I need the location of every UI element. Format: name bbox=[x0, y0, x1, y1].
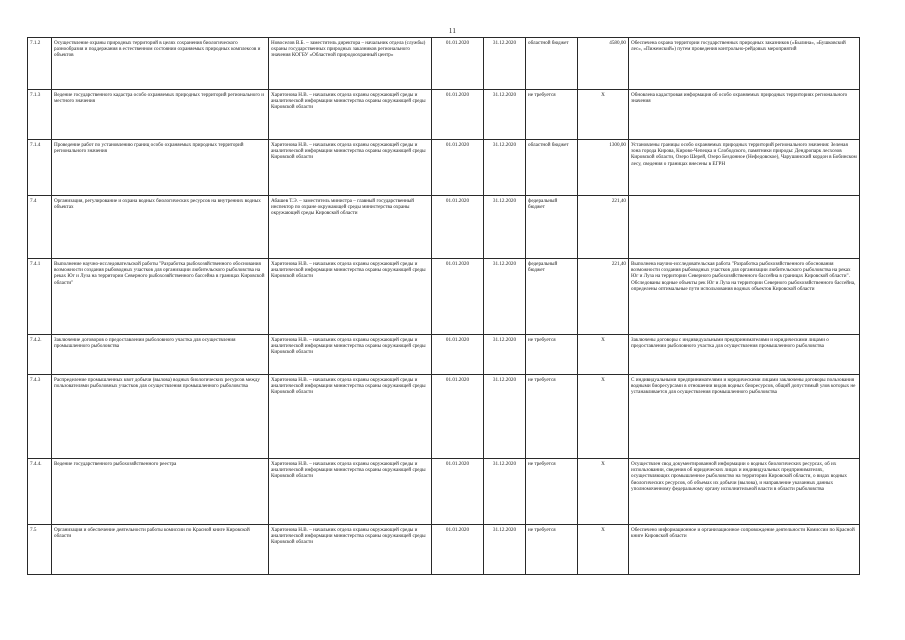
funding-source: областной бюджет bbox=[526, 140, 578, 196]
responsible-person: Харитонова Н.В. – начальник отдела охраны окружающей среды и аналитической информации министерства охраны окружающей среды Кировской области bbox=[269, 459, 432, 525]
table-row bbox=[28, 525, 860, 575]
measure-name: Ведение государственного рыбохозяйственного реестра bbox=[52, 459, 269, 525]
plan-table bbox=[27, 37, 860, 575]
row-number: 7.1.4 bbox=[28, 140, 52, 196]
funding-amount: 4580,00 bbox=[578, 38, 629, 90]
page-number: 11 bbox=[448, 27, 457, 35]
funding-source: областной бюджет bbox=[526, 38, 578, 90]
end-date: 31.12.2020 bbox=[484, 259, 526, 335]
funding-source: федеральный бюджет bbox=[526, 259, 578, 335]
result-description: Заключены договоры с индивидуальными предпринимателями и юридическими лицами о предоставлении рыболовного участка для осуществления промышленного рыболовства bbox=[629, 335, 860, 375]
row-number: 7.1.2 bbox=[28, 38, 52, 90]
responsible-person: Абашев Т.Э. – заместитель министра – главный государственный инспектор по охране окружающей среды министерства охраны окружающей среды Кировской области bbox=[269, 196, 432, 259]
table-row bbox=[28, 38, 860, 90]
row-number: 7.4.2. bbox=[28, 335, 52, 375]
table-row bbox=[28, 375, 860, 459]
funding-amount: Х bbox=[578, 375, 629, 459]
start-date: 01.01.2020 bbox=[432, 459, 484, 525]
end-date: 31.12.2020 bbox=[484, 38, 526, 90]
row-number: 7.5 bbox=[28, 525, 52, 575]
responsible-person: Харитонова Н.В. – начальник отдела охраны окружающей среды и аналитической информации министерства охраны окружающей среды Кировской области bbox=[269, 335, 432, 375]
funding-amount: Х bbox=[578, 459, 629, 525]
end-date: 31.12.2020 bbox=[484, 90, 526, 140]
plan-table-body bbox=[28, 38, 860, 575]
end-date: 31.12.2020 bbox=[484, 140, 526, 196]
funding-source: не требуется bbox=[526, 90, 578, 140]
table-row bbox=[28, 140, 860, 196]
result-description bbox=[629, 196, 860, 259]
measure-name: Ведение государственного кадастра особо охраняемых природных территорий регионального и местного значения bbox=[52, 90, 269, 140]
funding-source: не требуется bbox=[526, 375, 578, 459]
table-row bbox=[28, 90, 860, 140]
row-number: 7.1.3 bbox=[28, 90, 52, 140]
row-number: 7.4.3 bbox=[28, 375, 52, 459]
responsible-person: Новоселов В.Б. – заместитель директора – начальник отдела (службы) охраны государственных природных заказников регионального значения КОГБУ «Областной природоохранный центр» bbox=[269, 38, 432, 90]
result-description: Обеспечена охрана территории государственных природных заказников («Былина», «Бушковский лес», «Пижемский») путем проведения контрольно-рейдовых мероприятий bbox=[629, 38, 860, 90]
responsible-person: Харитонова Н.В. – начальник отдела охраны окружающей среды и аналитической информации министерства охраны окружающей среды Кировской области bbox=[269, 375, 432, 459]
measure-name: Организация и обеспечение деятельности работы комиссии по Красной книге Кировской области bbox=[52, 525, 269, 575]
measure-name: Организация, регулирование и охрана водных биологических ресурсов на внутренних водных объектах bbox=[52, 196, 269, 259]
funding-source: не требуется bbox=[526, 335, 578, 375]
end-date: 31.12.2020 bbox=[484, 335, 526, 375]
row-number: 7.4.1 bbox=[28, 259, 52, 335]
measure-name: Проведение работ по установлению границ особо охраняемых природных территорий регионального значения bbox=[52, 140, 269, 196]
start-date: 01.01.2020 bbox=[432, 259, 484, 335]
measure-name: Заключение договоров о предоставлении рыболовного участка для осуществления промышленного рыболовства bbox=[52, 335, 269, 375]
measure-name: Осуществление охраны природных территорий в целях сохранения биологического разнообразия и поддержания в естественном состоянии охраняемых природных комплексов и объектов bbox=[52, 38, 269, 90]
row-number: 7.4 bbox=[28, 196, 52, 259]
table-row bbox=[28, 196, 860, 259]
funding-source: федеральный бюджет bbox=[526, 196, 578, 259]
funding-source: не требуется bbox=[526, 525, 578, 575]
result-description: Обеспечено информационное и организационное сопровождение деятельности Комиссии по Красной книге Кировской области bbox=[629, 525, 860, 575]
responsible-person: Харитонова Н.В. – начальник отдела охраны окружающей среды и аналитической информации министерства охраны окружающей среды Кировской области bbox=[269, 259, 432, 335]
responsible-person: Харитонова Н.В. – начальник отдела охраны окружающей среды и аналитической информации министерства охраны окружающей среды Кировской области bbox=[269, 525, 432, 575]
row-number: 7.4.4. bbox=[28, 459, 52, 525]
end-date: 31.12.2020 bbox=[484, 196, 526, 259]
start-date: 01.01.2020 bbox=[432, 375, 484, 459]
funding-source: не требуется bbox=[526, 459, 578, 525]
measure-name: Выполнение научно-исследовательской работы "Разработка рыбохозяйственного обоснования возможности создания рыбоводных участков для организации любительского рыболовства на реках Юг и Луза на территории Северного рыбохозяйственного бассейна в границах Кировской области" bbox=[52, 259, 269, 335]
start-date: 01.01.2020 bbox=[432, 525, 484, 575]
end-date: 31.12.2020 bbox=[484, 459, 526, 525]
funding-amount: 1300,00 bbox=[578, 140, 629, 196]
result-description: Установлены границы особо охраняемых природных территорий регионального значения: Зеленая зона города Кирова, Кирово-Чепецка и Слободского, памятники природы: Дендропарк лесхозов Кировской области, Озеро Шерей, Озеро Бездонное (Нефедовское), Чарушинский кордон в Бобинском лесу, сведения о границах внесены в ЕГРН bbox=[629, 140, 860, 196]
funding-amount: 221,40 bbox=[578, 196, 629, 259]
start-date: 01.01.2020 bbox=[432, 38, 484, 90]
table-row bbox=[28, 459, 860, 525]
start-date: 01.01.2020 bbox=[432, 140, 484, 196]
responsible-person: Харитонова Н.В. – начальник отдела охраны окружающей среды и аналитической информации министерства охраны окружающей среды Кировской области bbox=[269, 140, 432, 196]
end-date: 31.12.2020 bbox=[484, 525, 526, 575]
start-date: 01.01.2020 bbox=[432, 335, 484, 375]
funding-amount: Х bbox=[578, 525, 629, 575]
result-description: Осуществлен свод документированной информации о водных биологических ресурсах, об их использовании, сведения об юридических лицах и индивидуальных предпринимателях, осуществляющих промышленное рыболовство на территории Кировской области, о видах водных биологических ресурсов, об объемах их добычи (вылова), и направление указанных данных уполномоченному федеральному органу исполнительной власти в области рыболовства bbox=[629, 459, 860, 525]
measure-name: Распределение промышленных квот добычи (вылова) водных биологических ресурсов между пользователями рыболовных участков для осуществления промышленного рыболовства bbox=[52, 375, 269, 459]
funding-amount: 221,40 bbox=[578, 259, 629, 335]
result-description: Выполнена научно-исследовательская работа "Разработка рыбохозяйственного обоснования возможности создания рыбоводных участков для организации любительского рыболовства на реках Юг и Луза на территории Северного рыбохозяйственного бассейна в границах Кировской области". Обследованы водные объекты рек Юг и Луза на территории Северного рыбохозяйственного бассейна, определены оптимальные пути использования водных объектов Кировской области bbox=[629, 259, 860, 335]
funding-amount: Х bbox=[578, 90, 629, 140]
end-date: 31.12.2020 bbox=[484, 375, 526, 459]
funding-amount: Х bbox=[578, 335, 629, 375]
table-row bbox=[28, 335, 860, 375]
start-date: 01.01.2020 bbox=[432, 90, 484, 140]
result-description: Обновлена кадастровая информация об особо охраняемых природных территориях регионального значения bbox=[629, 90, 860, 140]
start-date: 01.01.2020 bbox=[432, 196, 484, 259]
responsible-person: Харитонова Н.В. – начальник отдела охраны окружающей среды и аналитической информации министерства охраны окружающей среды Кировской области bbox=[269, 90, 432, 140]
table-row bbox=[28, 259, 860, 335]
result-description: С индивидуальными предпринимателями и юридическими лицами заключены договоры пользования водными биоресурсами в отношении видов водных биоресурсов, общий допустимый улов которых не устанавливается для осуществления промышленного рыболовства bbox=[629, 375, 860, 459]
